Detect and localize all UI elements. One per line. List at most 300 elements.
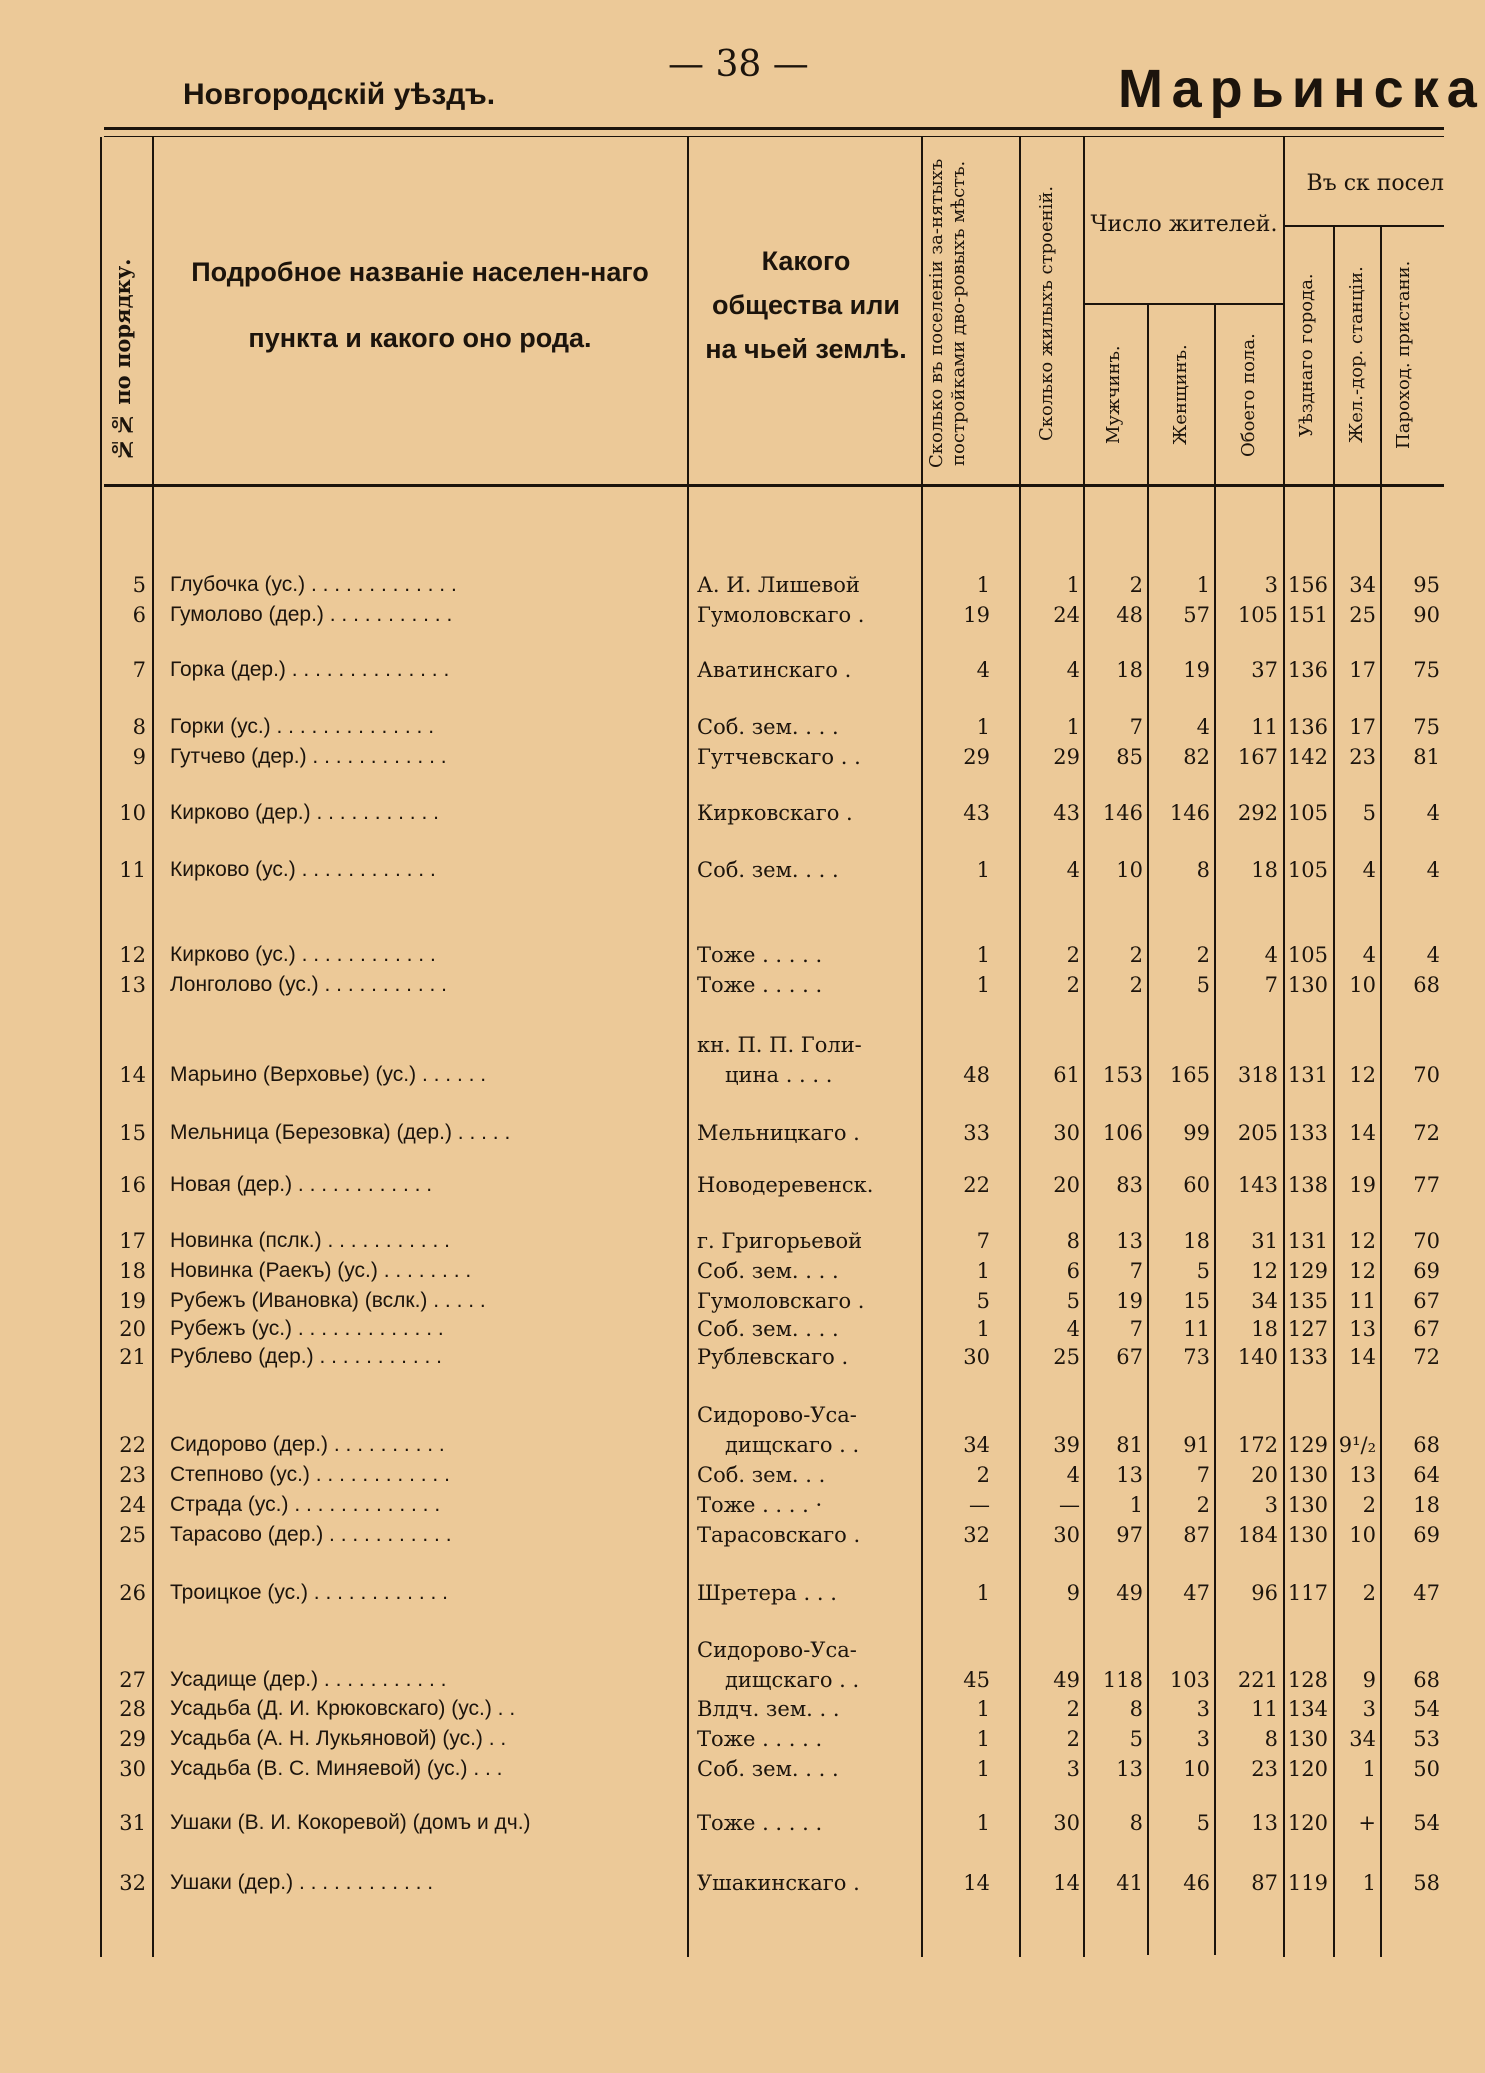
settlement-name: Кирково (ус.) . . . . . . . . . . . . (170, 943, 436, 966)
cell-women: 3 (1196, 1727, 1210, 1751)
settlement-name: Новинка (пслк.) . . . . . . . . . . . (170, 1229, 450, 1252)
cell-women: 4 (1196, 715, 1210, 739)
cell-rail: + (1358, 1811, 1376, 1835)
cell-pier: 68 (1413, 973, 1440, 997)
page-number: — 38 — (668, 44, 809, 85)
cell-both: 31 (1251, 1229, 1278, 1253)
cell-buildings: 1 (1066, 715, 1080, 739)
cell-households: 1 (976, 715, 990, 739)
cell-women: 15 (1183, 1289, 1210, 1313)
cell-pier: 70 (1413, 1063, 1440, 1087)
owner-name-continued: дищскаго . . (725, 1668, 860, 1692)
cell-both: 105 (1237, 603, 1278, 627)
cell-men: 118 (1102, 1668, 1143, 1692)
cell-pier: 4 (1426, 943, 1440, 967)
cell-buildings: 2 (1066, 1727, 1080, 1751)
row-number: 12 (119, 943, 146, 967)
cell-buildings: 1 (1066, 573, 1080, 597)
cell-rail: 4 (1362, 943, 1376, 967)
owner-name: Гутчевскаго . . (697, 745, 861, 769)
cell-women: 10 (1183, 1757, 1210, 1781)
cell-women: 60 (1183, 1173, 1210, 1197)
cell-town: 120 (1287, 1757, 1328, 1781)
cell-buildings: 4 (1066, 658, 1080, 682)
cell-women: 46 (1183, 1871, 1210, 1895)
row-number: 19 (119, 1289, 146, 1313)
cell-town: 127 (1287, 1317, 1328, 1341)
header-distance-group-text: Въ ск посел (1306, 171, 1444, 196)
cell-town: 117 (1287, 1581, 1328, 1605)
cell-rail: 1 (1362, 1757, 1376, 1781)
cell-rail: 23 (1349, 745, 1376, 769)
settlement-name: Глубочка (ус.) . . . . . . . . . . . . . (170, 573, 457, 596)
cell-women: 7 (1196, 1463, 1210, 1487)
table-row (0, 570, 1444, 600)
cell-rail: 17 (1349, 715, 1376, 739)
owner-name: Тоже . . . . · (697, 1493, 823, 1517)
row-number: 21 (119, 1345, 146, 1369)
table-row (0, 798, 1444, 828)
cell-households: 33 (963, 1121, 990, 1145)
owner-name: Шретера . . . (697, 1581, 837, 1605)
owner-name: Соб. зем. . . . (697, 1259, 839, 1283)
cell-women: 8 (1196, 858, 1210, 882)
cell-households: 22 (963, 1173, 990, 1197)
owner-name: Влдч. зем. . . (697, 1697, 840, 1721)
cell-rail: 9 (1362, 1668, 1376, 1692)
cell-rail: 2 (1362, 1581, 1376, 1605)
row-number: 27 (119, 1668, 146, 1692)
table-row (0, 1314, 1444, 1344)
cell-both: 13 (1251, 1811, 1278, 1835)
cell-women: 3 (1196, 1697, 1210, 1721)
cell-rail: 1 (1362, 1871, 1376, 1895)
header-population (1090, 175, 1278, 275)
cell-rail: 17 (1349, 658, 1376, 682)
cell-buildings: 8 (1066, 1229, 1080, 1253)
cell-men: 18 (1116, 658, 1143, 682)
owner-name: Соб. зем. . . (697, 1463, 826, 1487)
settlement-name: Усадьба (В. С. Миняевой) (ус.) . . . (170, 1757, 503, 1780)
row-number: 11 (119, 858, 146, 882)
owner-name-continued: дищскаго . . (725, 1433, 860, 1457)
cell-households: 19 (963, 603, 990, 627)
owner-name: Гумоловскаго . (697, 603, 865, 627)
cell-households: 45 (963, 1668, 990, 1692)
header-bottom-rule (104, 484, 1444, 487)
settlement-name: Марьино (Верховье) (ус.) . . . . . . (170, 1063, 487, 1086)
cell-households: 1 (976, 1317, 990, 1341)
cell-women: 73 (1183, 1345, 1210, 1369)
row-number: 29 (119, 1727, 146, 1751)
cell-men: 2 (1129, 943, 1143, 967)
header-owner-text: Какого общества или на чьей землѣ. (705, 246, 907, 364)
owner-name: Соб. зем. . . . (697, 1317, 839, 1341)
cell-women: 146 (1169, 801, 1210, 825)
cell-both: 96 (1251, 1581, 1278, 1605)
row-number: 9 (132, 745, 146, 769)
cell-women: 99 (1183, 1121, 1210, 1145)
owner-name: г. Григорьевой (697, 1229, 863, 1253)
row-number: 16 (119, 1173, 146, 1197)
cell-households: 34 (963, 1433, 990, 1457)
cell-both: 20 (1251, 1463, 1278, 1487)
table-row (0, 1342, 1444, 1372)
cell-both: 3 (1264, 573, 1278, 597)
row-number: 23 (119, 1463, 146, 1487)
header-name (160, 225, 680, 385)
cell-buildings: 4 (1066, 858, 1080, 882)
cell-households: 1 (976, 858, 990, 882)
top-rule-thin (104, 136, 1444, 137)
cell-households: 1 (976, 1811, 990, 1835)
table-row (0, 1118, 1444, 1148)
table-row (0, 855, 1444, 885)
table-row (0, 1868, 1444, 1898)
cell-buildings: 20 (1053, 1173, 1080, 1197)
cell-town: 129 (1287, 1259, 1328, 1283)
cell-men: 10 (1116, 858, 1143, 882)
cell-town: 135 (1287, 1289, 1328, 1313)
cell-buildings: 49 (1053, 1668, 1080, 1692)
cell-pier: 95 (1413, 573, 1440, 597)
cell-rail: 14 (1349, 1121, 1376, 1145)
cell-buildings: 30 (1053, 1523, 1080, 1547)
table-row (0, 1578, 1444, 1608)
cell-rail: 14 (1349, 1345, 1376, 1369)
cell-town: 130 (1287, 1463, 1328, 1487)
cell-women: 103 (1169, 1668, 1210, 1692)
table-row (0, 1460, 1444, 1490)
cell-pier: 53 (1413, 1727, 1440, 1751)
top-rule (104, 127, 1444, 130)
owner-name: Ушакинскаго . (697, 1871, 860, 1895)
cell-buildings: 14 (1053, 1871, 1080, 1895)
row-number: 32 (119, 1871, 146, 1895)
cell-women: 2 (1196, 943, 1210, 967)
header-name-text: Подробное названіе населен-наго пункта и какого оно рода. (191, 257, 649, 353)
table-row (0, 1256, 1444, 1286)
cell-pier: 70 (1413, 1229, 1440, 1253)
settlement-name: Лонголово (ус.) . . . . . . . . . . . (170, 973, 448, 996)
owner-name: Тоже . . . . . (697, 943, 823, 967)
cell-rail: 19 (1349, 1173, 1376, 1197)
cell-town: 119 (1287, 1871, 1328, 1895)
row-number: 20 (119, 1317, 146, 1341)
cell-men: 19 (1116, 1289, 1143, 1313)
cell-households: 1 (976, 573, 990, 597)
cell-women: 82 (1183, 745, 1210, 769)
cell-rail: 13 (1349, 1317, 1376, 1341)
table-row (0, 1520, 1444, 1550)
settlement-name: Рубежъ (ус.) . . . . . . . . . . . . . (170, 1317, 444, 1340)
cell-both: 7 (1264, 973, 1278, 997)
settlement-name: Ушаки (В. И. Кокоревой) (домъ и дч.) (170, 1811, 531, 1834)
table-row (0, 940, 1444, 970)
cell-men: 48 (1116, 603, 1143, 627)
header-pier: Пароход. пристани. (1393, 260, 1414, 450)
cell-households: 43 (963, 801, 990, 825)
cell-rail: 5 (1362, 801, 1376, 825)
owner-name: Соб. зем. . . . (697, 1757, 839, 1781)
row-number: 7 (132, 658, 146, 682)
cell-both: 205 (1237, 1121, 1278, 1145)
owner-name: А. И. Лишевой (697, 573, 860, 597)
cell-women: 5 (1196, 1811, 1210, 1835)
cell-buildings: 4 (1066, 1463, 1080, 1487)
cell-men: 8 (1129, 1811, 1143, 1835)
settlement-name: Ушаки (дер.) . . . . . . . . . . . . (170, 1871, 434, 1894)
cell-women: 2 (1196, 1493, 1210, 1517)
cell-pier: 68 (1413, 1433, 1440, 1457)
header-women: Женщинъ. (1170, 344, 1191, 446)
cell-pier: 67 (1413, 1317, 1440, 1341)
owner-name: Тоже . . . . . (697, 1811, 823, 1835)
cell-town: 130 (1287, 1523, 1328, 1547)
cell-pier: 69 (1413, 1259, 1440, 1283)
cell-both: 11 (1251, 715, 1278, 739)
cell-town: 129 (1287, 1433, 1328, 1457)
cell-pier: 90 (1413, 603, 1440, 627)
cell-households: 5 (976, 1289, 990, 1313)
row-number: 17 (119, 1229, 146, 1253)
settlement-name: Тарасово (дер.) . . . . . . . . . . . (170, 1523, 452, 1546)
cell-town: 142 (1287, 745, 1328, 769)
table-row (0, 1808, 1444, 1838)
cell-households: — (969, 1493, 990, 1517)
cell-households: 30 (963, 1345, 990, 1369)
cell-pier: 77 (1413, 1173, 1440, 1197)
cell-men: 49 (1116, 1581, 1143, 1605)
table-row (0, 1635, 1444, 1692)
header-no: №№ по порядку. (110, 258, 135, 462)
settlement-name: Сидорово (дер.) . . . . . . . . . . (170, 1433, 445, 1456)
cell-women: 87 (1183, 1523, 1210, 1547)
cell-town: 131 (1287, 1229, 1328, 1253)
cell-pier: 4 (1426, 801, 1440, 825)
cell-buildings: — (1059, 1493, 1080, 1517)
row-number: 14 (119, 1063, 146, 1087)
owner-name: Кирковскаго . (697, 801, 853, 825)
header-distance-group (1290, 145, 1444, 223)
cell-rail: 12 (1349, 1259, 1376, 1283)
cell-households: 7 (976, 1229, 990, 1253)
table-row (0, 655, 1444, 685)
cell-both: 12 (1251, 1259, 1278, 1283)
settlement-name: Рубежъ (Ивановка) (вслк.) . . . . . (170, 1289, 486, 1312)
cell-town: 156 (1287, 573, 1328, 597)
cell-town: 136 (1287, 715, 1328, 739)
table-row (0, 1400, 1444, 1457)
cell-town: 130 (1287, 1493, 1328, 1517)
table-row (0, 712, 1444, 742)
cell-town: 133 (1287, 1345, 1328, 1369)
cell-rail: 10 (1349, 1523, 1376, 1547)
cell-town: 138 (1287, 1173, 1328, 1197)
cell-households: 32 (963, 1523, 990, 1547)
cell-both: 8 (1264, 1727, 1278, 1751)
cell-both: 37 (1251, 658, 1278, 682)
cell-buildings: 2 (1066, 943, 1080, 967)
row-number: 18 (119, 1259, 146, 1283)
cell-pier: 81 (1413, 745, 1440, 769)
table-row (0, 1694, 1444, 1724)
cell-pier: 69 (1413, 1523, 1440, 1547)
cell-buildings: 3 (1066, 1757, 1080, 1781)
table-row (0, 970, 1444, 1000)
cell-households: 1 (976, 1697, 990, 1721)
cell-households: 14 (963, 1871, 990, 1895)
settlement-name: Гутчево (дер.) . . . . . . . . . . . . (170, 745, 447, 768)
row-number: 30 (119, 1757, 146, 1781)
district-title: Новгородскій уѣздъ. (183, 78, 496, 111)
cell-rail: 12 (1349, 1229, 1376, 1253)
cell-town: 128 (1287, 1668, 1328, 1692)
cell-pier: 54 (1413, 1697, 1440, 1721)
settlement-name: Горки (ус.) . . . . . . . . . . . . . . (170, 715, 435, 738)
cell-women: 91 (1183, 1433, 1210, 1457)
cell-men: 7 (1129, 715, 1143, 739)
row-number: 15 (119, 1121, 146, 1145)
cell-women: 57 (1183, 603, 1210, 627)
table-row (0, 1490, 1444, 1520)
cell-town: 130 (1287, 1727, 1328, 1751)
cell-buildings: 2 (1066, 973, 1080, 997)
cell-both: 4 (1264, 943, 1278, 967)
cell-men: 13 (1116, 1229, 1143, 1253)
settlement-name: Степново (ус.) . . . . . . . . . . . . (170, 1463, 450, 1486)
cell-men: 153 (1102, 1063, 1143, 1087)
table-row (0, 1286, 1444, 1316)
cell-pier: 72 (1413, 1345, 1440, 1369)
cell-town: 136 (1287, 658, 1328, 682)
cell-buildings: 29 (1053, 745, 1080, 769)
row-number: 5 (132, 573, 146, 597)
cell-households: 48 (963, 1063, 990, 1087)
cell-both: 143 (1237, 1173, 1278, 1197)
cell-women: 165 (1169, 1063, 1210, 1087)
row-number: 28 (119, 1697, 146, 1721)
cell-town: 105 (1287, 858, 1328, 882)
owner-name: Рублевскаго . (697, 1345, 849, 1369)
cell-rail: 10 (1349, 973, 1376, 997)
table-row (0, 1724, 1444, 1754)
cell-men: 8 (1129, 1697, 1143, 1721)
cell-rail: 25 (1349, 603, 1376, 627)
row-number: 24 (119, 1493, 146, 1517)
cell-town: 130 (1287, 973, 1328, 997)
cell-women: 47 (1183, 1581, 1210, 1605)
cell-pier: 58 (1413, 1871, 1440, 1895)
cell-both: 18 (1251, 1317, 1278, 1341)
cell-households: 1 (976, 1727, 990, 1751)
cell-households: 4 (976, 658, 990, 682)
cell-pier: 68 (1413, 1668, 1440, 1692)
cell-town: 105 (1287, 801, 1328, 825)
cell-men: 67 (1116, 1345, 1143, 1369)
settlement-name: Мельница (Березовка) (дер.) . . . . . (170, 1121, 511, 1144)
table-row (0, 600, 1444, 630)
cell-rail: 34 (1349, 1727, 1376, 1751)
cell-rail: 9¹/₂ (1338, 1433, 1376, 1457)
cell-town: 133 (1287, 1121, 1328, 1145)
cell-pier: 75 (1413, 658, 1440, 682)
settlement-name: Кирково (ус.) . . . . . . . . . . . . (170, 858, 436, 881)
cell-women: 1 (1196, 573, 1210, 597)
cell-men: 2 (1129, 573, 1143, 597)
settlement-name: Троицкое (ус.) . . . . . . . . . . . . (170, 1581, 448, 1604)
table-row (0, 1170, 1444, 1200)
cell-men: 5 (1129, 1727, 1143, 1751)
row-number: 6 (132, 603, 146, 627)
cell-both: 140 (1237, 1345, 1278, 1369)
population-subrule (1083, 303, 1283, 305)
header-buildings: Сколько жилыхъ строеній. (1036, 185, 1057, 441)
owner-name: Гумоловскаго . (697, 1289, 865, 1313)
cell-men: 13 (1116, 1463, 1143, 1487)
row-number: 26 (119, 1581, 146, 1605)
cell-both: 34 (1251, 1289, 1278, 1313)
cell-both: 18 (1251, 858, 1278, 882)
header-population-text: Число жителей. (1090, 212, 1278, 237)
owner-name: Тоже . . . . . (697, 1727, 823, 1751)
cell-pier: 72 (1413, 1121, 1440, 1145)
cell-men: 13 (1116, 1757, 1143, 1781)
settlement-name: Страда (ус.) . . . . . . . . . . . . . (170, 1493, 441, 1516)
cell-men: 83 (1116, 1173, 1143, 1197)
cell-households: 1 (976, 1259, 990, 1283)
header-men: Мужчинъ. (1103, 345, 1124, 445)
cell-rail: 2 (1362, 1493, 1376, 1517)
cell-buildings: 24 (1053, 603, 1080, 627)
cell-buildings: 30 (1053, 1811, 1080, 1835)
cell-town: 151 (1287, 603, 1328, 627)
cell-men: 146 (1102, 801, 1143, 825)
cell-women: 19 (1183, 658, 1210, 682)
cell-households: 1 (976, 943, 990, 967)
cell-buildings: 43 (1053, 801, 1080, 825)
owner-name-continued: цина . . . . (725, 1063, 833, 1087)
settlement-name: Усадьба (А. Н. Лукьяновой) (ус.) . . (170, 1727, 507, 1750)
row-number: 22 (119, 1433, 146, 1457)
volost-title: Марьинска (1118, 59, 1485, 119)
row-number: 25 (119, 1523, 146, 1547)
cell-men: 106 (1102, 1121, 1143, 1145)
cell-households: 2 (976, 1463, 990, 1487)
settlement-name: Гумолово (дер.) . . . . . . . . . . . (170, 603, 453, 626)
cell-pier: 50 (1413, 1757, 1440, 1781)
cell-pier: 75 (1413, 715, 1440, 739)
cell-men: 81 (1116, 1433, 1143, 1457)
cell-pier: 4 (1426, 858, 1440, 882)
owner-name: Соб. зем. . . . (697, 858, 839, 882)
cell-both: 221 (1237, 1668, 1278, 1692)
cell-rail: 3 (1362, 1697, 1376, 1721)
cell-both: 11 (1251, 1697, 1278, 1721)
cell-women: 11 (1183, 1317, 1210, 1341)
settlement-name: Горка (дер.) . . . . . . . . . . . . . . (170, 658, 450, 681)
cell-town: 120 (1287, 1811, 1328, 1835)
cell-men: 2 (1129, 973, 1143, 997)
cell-both: 87 (1251, 1871, 1278, 1895)
owner-name: Соб. зем. . . . (697, 715, 839, 739)
cell-buildings: 5 (1066, 1289, 1080, 1313)
cell-both: 172 (1237, 1433, 1278, 1457)
owner-name: Новодеревенск. (697, 1173, 874, 1197)
header-households: Сколько въ поселеніи за-нятыхъ постройками дво-ровыхъ мѣстъ. (926, 158, 969, 468)
row-number: 8 (132, 715, 146, 739)
settlement-name: Рублево (дер.) . . . . . . . . . . . (170, 1345, 442, 1368)
